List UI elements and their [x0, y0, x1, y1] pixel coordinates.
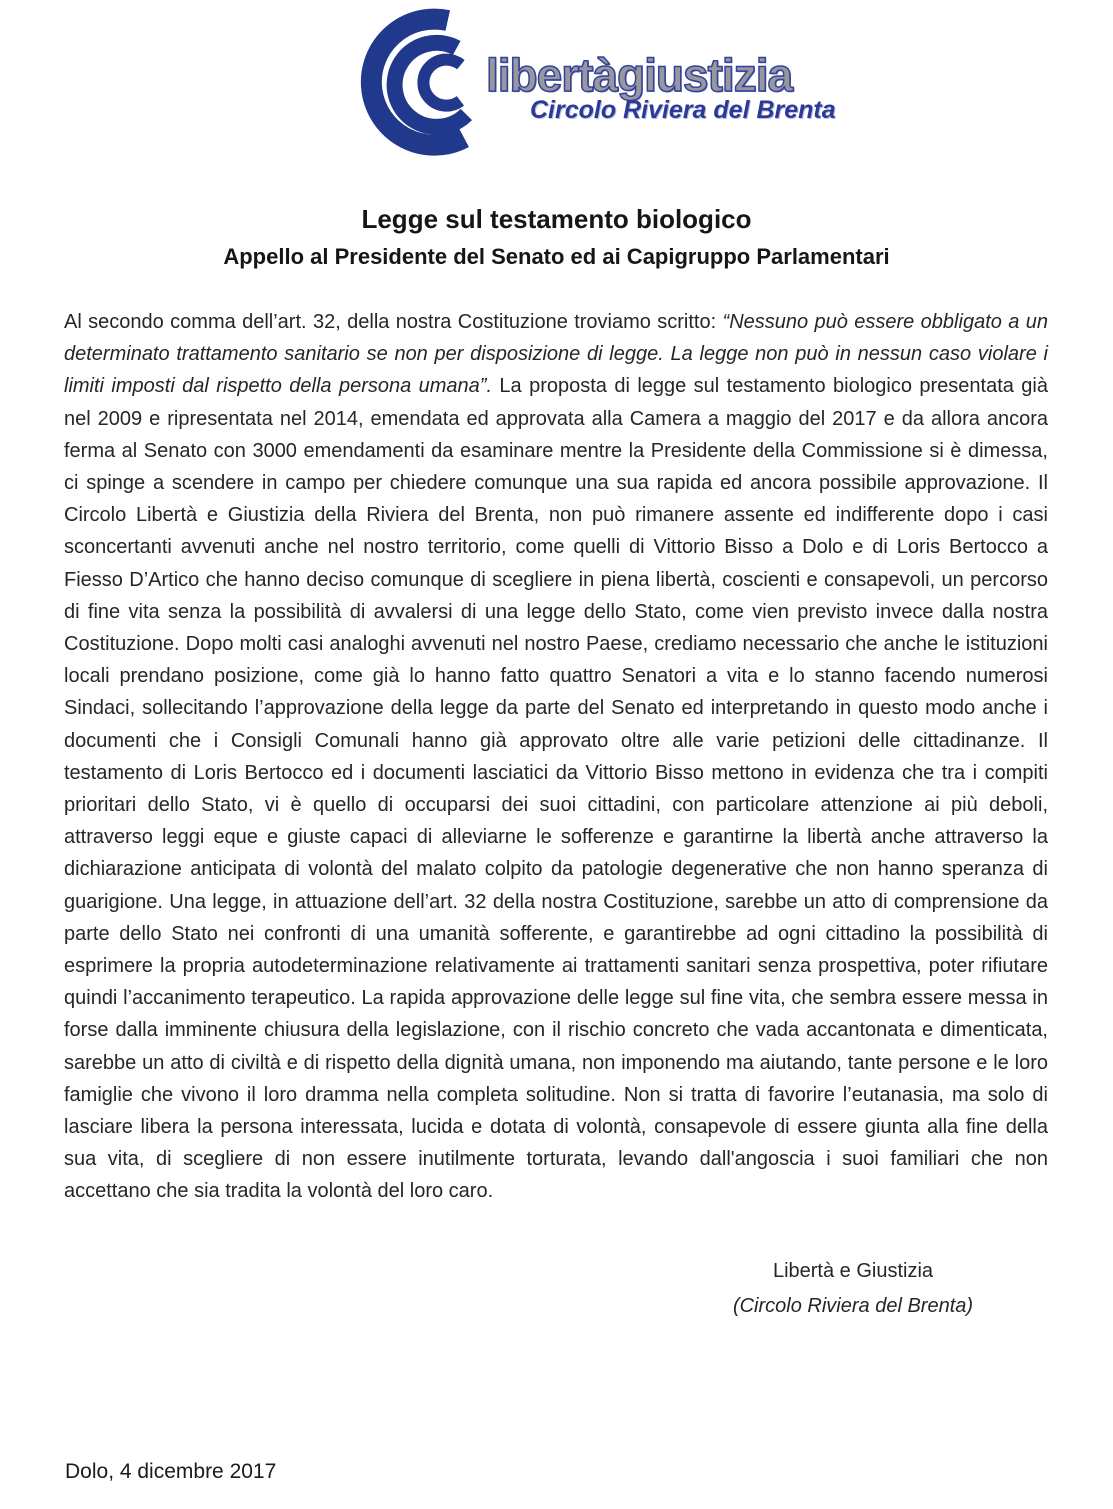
- constitution-quote: “Nessuno può essere obbligato a un determinato trattamento sanitario se non per disposizione di legge. La legge non può in nessun caso violare i limiti imposti dal rispetto della persona umana”.: [64, 311, 1049, 398]
- signature-organization: Libertà e Giustizia: [772, 1260, 934, 1282]
- page-subtitle: Appello al Presidente del Senato ed ai Capigruppo Parlamentari: [223, 244, 890, 269]
- headline-block: [0, 204, 1113, 270]
- dateline: Dolo, 4 dicembre 2017: [65, 1460, 277, 1483]
- liberta-giustizia-logo: [340, 6, 836, 166]
- logo-subtitle-text: Circolo Riviera del Brenta: [530, 96, 836, 124]
- body-paragraph: [64, 306, 1048, 1208]
- paragraph-rest: La proposta di legge sul testamento biologico presentata già nel 2009 e ripresentata nel 2014, emendata ed approvata alla Camera a maggio del 2017 e da allora ancora ferma al Senato con 3000 emendamenti da esaminare mentre la Presidente della Commissione si è dimessa, ci spinge a scendere in campo per chiedere comunque una sua rapida ed ancora possibile approvazione. Il Circolo Libertà e Giustizia della Riviera del Brenta, non può rimanere assente ed indifferente dopo i casi sconcertanti avvenuti anche nel nostro territorio, come quelli di Vittorio Bisso a Dolo e di Loris Bertocco a Fiesso D’Artico che hanno deciso comunque di scegliere in piena libertà, coscienti e consapevoli, un percorso di fine vita senza la possibilità di avvalersi di una legge dello Stato, come vien previsto invece dalla nostra Costituzione. Dopo molti casi analoghi avvenuti nel nostro Paese, crediamo necessario che anche le istituzioni locali prendano posizione, come già lo hanno fatto quattro Senatori a vita e lo stanno facendo numerosi Sindaci, sollecitando l’approvazione della legge da parte del Senato ed interpretando in questo modo anche i documenti che i Consigli Comunali hanno già approvato oltre alle varie petizioni delle cittadinanze. Il testamento di Loris Bertocco ed i documenti lasciatici da Vittorio Bisso mettono in evidenza che tra i compiti prioritari dello Stato, vi è quello di occuparsi dei suoi cittadini, con particolare attenzione ai più deboli, attraverso leggi eque e giuste capaci di alleviarne le sofferenze e garantirne la libertà anche attraverso la dichiarazione anticipata di volontà del malato colpito da patologie degenerative che non hanno speranza di guarigione. Una legge, in attuazione dell’art. 32 della nostra Costituzione, sarebbe un atto di comprensione da parte dello Stato nei confronti di una umanità sofferente, e garantirebbe ad ogni cittadino la possibilità di esprimere la propria autodeterminazione relativamente ai trattamenti sanitari senza prospettiva, poter rifiutare quindi l’accanimento terapeutico. La rapida approvazione delle legge sul fine vita, che sembra essere messa in forse dalla imminente chiusura della legislazione, con il rischio concreto che vada accantonata e dimenticata, sarebbe un atto di civiltà e di rispetto della dignità umana, non imponendo ma aiutando, tante persone e le loro famiglie che vivono il loro dramma nella completa solitudine. Non si tratta di favorire l’eutanasia, ma solo di lasciare libera la persona interessata, lucida e dotata di volontà, consapevole di essere giunta alla fine della sua vita, di scegliere di non essere inutilmente torturata, levando dall'angoscia i suoi familiari che non accettano che sia tradita la volontà del loro caro.: [64, 375, 1048, 1203]
- paragraph-intro: Al secondo comma dell’art. 32, della nostra Costituzione troviamo scritto:: [64, 311, 723, 333]
- signature-block: [678, 1256, 1028, 1321]
- signature-circle: (Circolo Riviera del Brenta): [732, 1295, 974, 1317]
- logo-brand-text: libertàgiustizia: [486, 49, 793, 101]
- page-title: Legge sul testamento biologico: [361, 204, 752, 234]
